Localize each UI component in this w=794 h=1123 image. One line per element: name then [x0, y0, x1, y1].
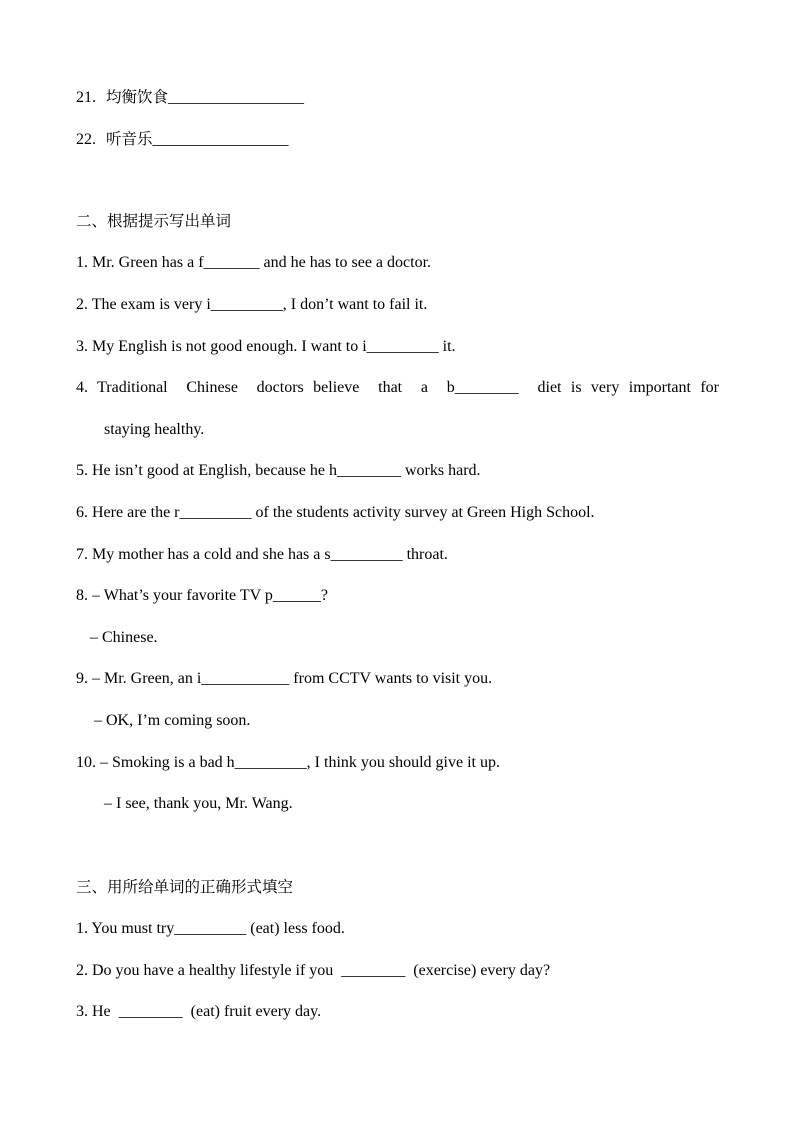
question-line: 6. Here are the r_________ of the students activity survey at Green High School. — [76, 504, 595, 521]
question-line: 10. – Smoking is a bad h_________, I think you should give it up. — [76, 754, 500, 771]
section-heading-part2: 二、根据提示写出单词 — [76, 212, 232, 230]
question-line-continuation: staying healthy. — [104, 421, 205, 438]
answer-line: – OK, I’m coming soon. — [94, 712, 251, 729]
question-line: 7. My mother has a cold and she has a s_________ throat. — [76, 546, 448, 563]
question-line: 9. – Mr. Green, an i___________ from CCTV wants to visit you. — [76, 670, 493, 687]
section-heading-part3: 三、用所给单词的正确形式填空 — [76, 878, 294, 896]
question-line: 8. – What’s your favorite TV p______? — [76, 587, 328, 604]
question-line: 2. The exam is very i_________, I don’t want to fail it. — [76, 296, 428, 313]
item-number: 22. — [76, 131, 96, 148]
question-line: 2. Do you have a healthy lifestyle if you ________ (exercise) every day? — [76, 962, 551, 979]
answer-line: – I see, thank you, Mr. Wang. — [104, 795, 293, 812]
item-chinese-text: 听音乐 — [106, 130, 153, 148]
item-chinese-text: 均衡饮食 — [106, 88, 169, 106]
phrase-item-22 — [76, 129, 289, 149]
answer-line: – Chinese. — [90, 629, 158, 646]
item-number: 21. — [76, 89, 96, 106]
answer-blank: _________________ — [168, 89, 305, 106]
phrase-item-21 — [76, 87, 304, 107]
question-line: 1. Mr. Green has a f_______ and he has to see a doctor. — [76, 254, 432, 271]
question-line: 1. You must try_________ (eat) less food. — [76, 920, 345, 937]
question-line: 3. He ________ (eat) fruit every day. — [76, 1003, 322, 1020]
answer-blank: _________________ — [152, 131, 289, 148]
question-line: 3. My English is not good enough. I want to i_________ it. — [76, 338, 456, 355]
question-line: 5. He isn’t good at English, because he h________ works hard. — [76, 462, 481, 479]
question-line: 4. Traditional Chinese doctors believe that a b________ diet is very important for — [76, 379, 719, 396]
